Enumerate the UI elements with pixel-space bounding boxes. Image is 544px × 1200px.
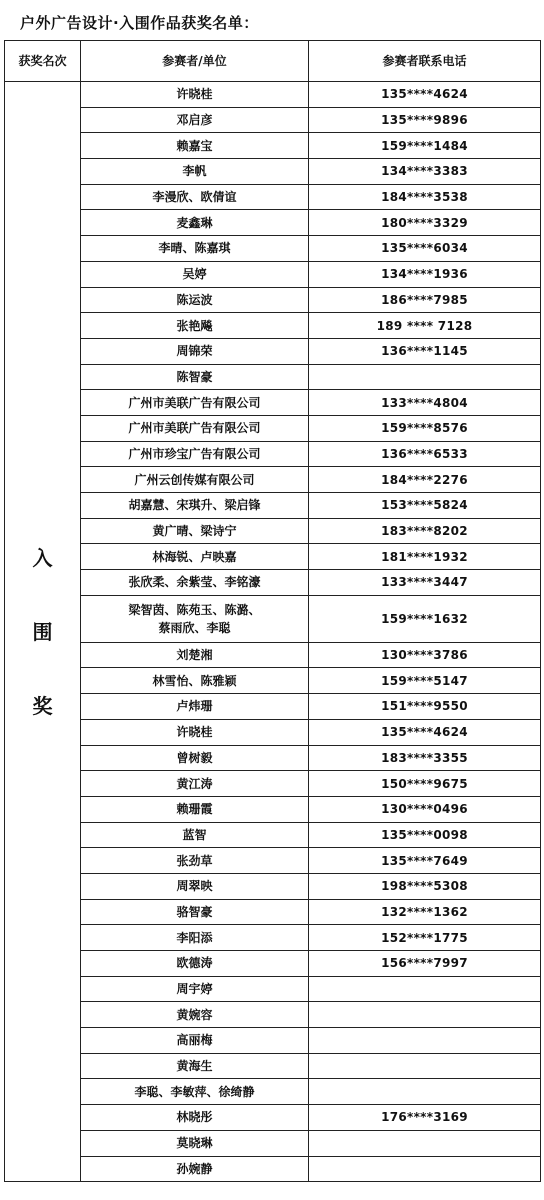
table-row (5, 694, 541, 720)
award-category-char: 奖 (32, 693, 53, 718)
table-row (5, 668, 541, 694)
phone-cell: 130****3786 (309, 642, 541, 668)
phone-cell: 151****9550 (309, 694, 541, 720)
participant-cell: 黄海生 (81, 1053, 309, 1079)
table-row (5, 441, 541, 467)
table-row (5, 848, 541, 874)
table-row (5, 544, 541, 570)
table-row (5, 951, 541, 977)
phone-cell: 150****9675 (309, 771, 541, 797)
phone-cell: 159****5147 (309, 668, 541, 694)
participant-cell: 骆智豪 (81, 899, 309, 925)
phone-cell: 184****3538 (309, 184, 541, 210)
table-row (5, 415, 541, 441)
participant-cell: 高丽梅 (81, 1028, 309, 1054)
participant-cell: 李漫欣、欧倩谊 (81, 184, 309, 210)
table-row (5, 570, 541, 596)
participant-cell: 卢炜珊 (81, 694, 309, 720)
table-row (5, 467, 541, 493)
table-row (5, 1105, 541, 1131)
header-participant: 参赛者/单位 (81, 41, 309, 82)
participant-cell: 广州市美联广告有限公司 (81, 390, 309, 416)
participant-cell: 林雪怡、陈雅颖 (81, 668, 309, 694)
participant-cell: 黄广晴、梁诗宁 (81, 518, 309, 544)
participant-cell: 李晴、陈嘉琪 (81, 236, 309, 262)
phone-cell: 159****8576 (309, 415, 541, 441)
table-row (5, 493, 541, 519)
awards-table (4, 40, 541, 1182)
table-row (5, 210, 541, 236)
phone-cell: 135****4624 (309, 82, 541, 108)
phone-cell: 159****1484 (309, 133, 541, 159)
table-row (5, 338, 541, 364)
table-row (5, 899, 541, 925)
table-row (5, 1053, 541, 1079)
participant-cell: 欧德涛 (81, 951, 309, 977)
phone-cell (309, 1130, 541, 1156)
table-row (5, 796, 541, 822)
participant-cell: 周宇婷 (81, 976, 309, 1002)
table-row (5, 364, 541, 390)
participant-cell: 赖嘉宝 (81, 133, 309, 159)
phone-cell: 135****7649 (309, 848, 541, 874)
phone-cell (309, 1156, 541, 1182)
phone-cell: 183****8202 (309, 518, 541, 544)
participant-cell: 李聪、李敏萍、徐绮静 (81, 1079, 309, 1105)
phone-cell: 132****1362 (309, 899, 541, 925)
participant-cell: 刘楚湘 (81, 642, 309, 668)
phone-cell: 183****3355 (309, 745, 541, 771)
table-row (5, 261, 541, 287)
phone-cell: 133****4804 (309, 390, 541, 416)
table-row (5, 313, 541, 339)
header-phone: 参赛者联系电话 (309, 41, 541, 82)
participant-cell: 周翠映 (81, 873, 309, 899)
participant-cell: 林海锐、卢映嘉 (81, 544, 309, 570)
participant-cell: 张艳飚 (81, 313, 309, 339)
table-row (5, 771, 541, 797)
participant-cell: 许晓桂 (81, 719, 309, 745)
phone-cell: 186****7985 (309, 287, 541, 313)
participant-cell: 张劲草 (81, 848, 309, 874)
table-row (5, 745, 541, 771)
participant-cell: 曾树毅 (81, 745, 309, 771)
page-title: 户外广告设计·入围作品获奖名单： (20, 14, 259, 32)
table-row (5, 1028, 541, 1054)
participant-cell: 林晓彤 (81, 1105, 309, 1131)
participant-cell: 张欣柔、余紫莹、李铭濠 (81, 570, 309, 596)
phone-cell: 133****3447 (309, 570, 541, 596)
phone-cell (309, 976, 541, 1002)
table-row (5, 107, 541, 133)
table-row (5, 1079, 541, 1105)
phone-cell: 159****1632 (309, 595, 541, 642)
phone-cell: 156****7997 (309, 951, 541, 977)
phone-cell: 135****4624 (309, 719, 541, 745)
phone-cell: 176****3169 (309, 1105, 541, 1131)
participant-cell: 广州市珍宝广告有限公司 (81, 441, 309, 467)
table-row (5, 518, 541, 544)
participant-cell: 陈智豪 (81, 364, 309, 390)
participant-cell: 孙婉静 (81, 1156, 309, 1182)
table-row (5, 719, 541, 745)
participant-name-line: 蔡雨欣、李聪 (158, 620, 231, 635)
participant-cell: 麦鑫琳 (81, 210, 309, 236)
table-row (5, 236, 541, 262)
participant-cell: 黄江涛 (81, 771, 309, 797)
table-body (5, 82, 541, 1182)
phone-cell: 134****1936 (309, 261, 541, 287)
phone-cell: 130****0496 (309, 796, 541, 822)
phone-cell: 153****5824 (309, 493, 541, 519)
participant-cell: 吴婷 (81, 261, 309, 287)
table-row (5, 184, 541, 210)
phone-cell (309, 1053, 541, 1079)
participant-cell: 许晓桂 (81, 82, 309, 108)
phone-cell: 181****1932 (309, 544, 541, 570)
participant-cell: 邓启彦 (81, 107, 309, 133)
award-category-cell (5, 82, 81, 1182)
phone-cell: 135****0098 (309, 822, 541, 848)
participant-cell: 广州市美联广告有限公司 (81, 415, 309, 441)
award-category-char: 围 (32, 619, 53, 644)
table-row (5, 822, 541, 848)
phone-cell: 136****6533 (309, 441, 541, 467)
table-row (5, 159, 541, 185)
phone-cell: 136****1145 (309, 338, 541, 364)
phone-cell (309, 1002, 541, 1028)
participant-cell: 赖珊霞 (81, 796, 309, 822)
table-row (5, 976, 541, 1002)
phone-cell: 189 **** 7128 (309, 313, 541, 339)
table-row (5, 287, 541, 313)
participant-cell: 蓝智 (81, 822, 309, 848)
phone-cell (309, 364, 541, 390)
table-row (5, 642, 541, 668)
table-row (5, 82, 541, 108)
participant-cell: 黄婉容 (81, 1002, 309, 1028)
participant-cell: 李帆 (81, 159, 309, 185)
phone-cell: 135****6034 (309, 236, 541, 262)
participant-cell: 胡嘉慧、宋琪升、梁启锋 (81, 493, 309, 519)
table-header-row (5, 41, 541, 82)
participant-cell (81, 595, 309, 642)
phone-cell: 135****9896 (309, 107, 541, 133)
table-row (5, 390, 541, 416)
phone-cell: 134****3383 (309, 159, 541, 185)
participant-cell: 莫晓琳 (81, 1130, 309, 1156)
phone-cell: 198****5308 (309, 873, 541, 899)
participant-cell: 广州云创传媒有限公司 (81, 467, 309, 493)
participant-cell: 陈运波 (81, 287, 309, 313)
phone-cell (309, 1028, 541, 1054)
participant-cell: 李阳添 (81, 925, 309, 951)
table-row (5, 873, 541, 899)
award-category-char: 入 (32, 545, 53, 570)
phone-cell: 180****3329 (309, 210, 541, 236)
participant-name-line: 梁智茵、陈苑玉、陈潞、 (128, 602, 261, 617)
participant-cell: 周锦荣 (81, 338, 309, 364)
phone-cell (309, 1079, 541, 1105)
table-row (5, 595, 541, 642)
table-row (5, 925, 541, 951)
table-row (5, 133, 541, 159)
table-row (5, 1002, 541, 1028)
table-row (5, 1156, 541, 1182)
header-rank: 获奖名次 (5, 41, 81, 82)
phone-cell: 184****2276 (309, 467, 541, 493)
phone-cell: 152****1775 (309, 925, 541, 951)
table-row (5, 1130, 541, 1156)
